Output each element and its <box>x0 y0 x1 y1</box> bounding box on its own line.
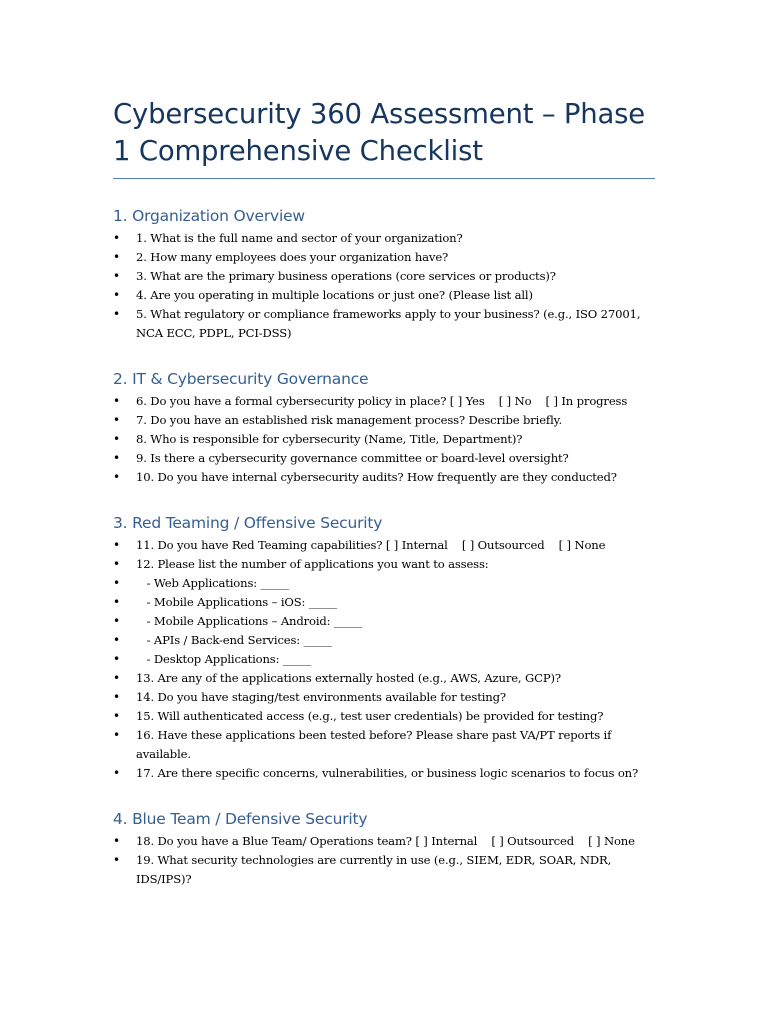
list-item: • 10. Do you have internal cybersecurity audits? How frequently are they conducted? <box>113 468 655 487</box>
list-item: • 14. Do you have staging/test environments available for testing? <box>113 688 655 707</box>
question-list <box>113 832 655 889</box>
list-item: • 12. Please list the number of applications you want to assess: <box>113 555 655 574</box>
bullet-icon: • <box>113 614 120 628</box>
list-item: • 8. Who is responsible for cybersecurity (Name, Title, Department)? <box>113 430 655 449</box>
bullet-icon: • <box>113 766 120 780</box>
question-list <box>113 229 655 343</box>
bullet-icon: • <box>113 288 120 302</box>
document-title: Cybersecurity 360 Assessment – Phase 1 Comprehensive Checklist <box>113 96 655 179</box>
list-item: • - Desktop Applications: _____ <box>113 650 655 669</box>
list-item: • - Mobile Applications – Android: _____ <box>113 612 655 631</box>
list-item: • 11. Do you have Red Teaming capabilities? [ ] Internal [ ] Outsourced [ ] None <box>113 536 655 555</box>
list-item: • 16. Have these applications been tested before? Please share past VA/PT reports if available. <box>113 728 615 761</box>
bullet-icon: • <box>113 269 120 283</box>
bullet-icon: • <box>113 250 120 264</box>
section-heading: 2. IT & Cybersecurity Governance <box>113 370 369 388</box>
list-item: • - Mobile Applications – iOS: _____ <box>113 593 655 612</box>
bullet-icon: • <box>113 709 120 723</box>
bullet-icon: • <box>113 307 120 321</box>
bullet-icon: • <box>113 413 120 427</box>
bullet-icon: • <box>113 231 120 245</box>
list-item: • 2. How many employees does your organization have? <box>113 248 655 267</box>
list-item: • 17. Are there specific concerns, vulnerabilities, or business logic scenarios to focus on? <box>113 764 655 783</box>
list-item: • - Web Applications: _____ <box>113 574 655 593</box>
section-blue-team <box>113 809 655 889</box>
bullet-icon: • <box>113 853 120 867</box>
question-list <box>113 392 655 487</box>
document-page <box>113 96 655 889</box>
section-it-cybersecurity-governance <box>113 369 655 487</box>
bullet-icon: • <box>113 394 120 408</box>
bullet-icon: • <box>113 576 120 590</box>
list-item: • 19. What security technologies are currently in use (e.g., SIEM, EDR, SOAR, NDR, IDS/IPS)? <box>113 853 615 886</box>
section-heading: 3. Red Teaming / Offensive Security <box>113 514 383 532</box>
list-item: • 6. Do you have a formal cybersecurity policy in place? [ ] Yes [ ] No [ ] In progress <box>113 392 655 411</box>
list-item: • - APIs / Back-end Services: _____ <box>113 631 655 650</box>
bullet-icon: • <box>113 451 120 465</box>
list-item: • 1. What is the full name and sector of your organization? <box>113 229 655 248</box>
bullet-icon: • <box>113 470 120 484</box>
bullet-icon: • <box>113 652 120 666</box>
list-item: • 4. Are you operating in multiple locations or just one? (Please list all) <box>113 286 655 305</box>
list-item: • 5. What regulatory or compliance frameworks apply to your business? (e.g., ISO 27001, NCA ECC, PDPL, PCI-DSS) <box>113 307 644 340</box>
list-item: • 3. What are the primary business operations (core services or products)? <box>113 267 655 286</box>
section-heading: 4. Blue Team / Defensive Security <box>113 810 368 828</box>
section-heading: 1. Organization Overview <box>113 207 305 225</box>
section-organization-overview <box>113 206 655 343</box>
list-item: • 18. Do you have a Blue Team/ Operations team? [ ] Internal [ ] Outsourced [ ] None <box>113 832 655 851</box>
bullet-icon: • <box>113 834 120 848</box>
bullet-icon: • <box>113 432 120 446</box>
bullet-icon: • <box>113 557 120 571</box>
bullet-icon: • <box>113 671 120 685</box>
bullet-icon: • <box>113 633 120 647</box>
bullet-icon: • <box>113 595 120 609</box>
section-red-teaming <box>113 513 655 783</box>
list-item: • 15. Will authenticated access (e.g., test user credentials) be provided for testing? <box>113 707 655 726</box>
question-list <box>113 536 655 783</box>
list-item: • 9. Is there a cybersecurity governance committee or board-level oversight? <box>113 449 655 468</box>
list-item: • 7. Do you have an established risk management process? Describe briefly. <box>113 411 655 430</box>
bullet-icon: • <box>113 728 120 742</box>
bullet-icon: • <box>113 538 120 552</box>
bullet-icon: • <box>113 690 120 704</box>
list-item: • 13. Are any of the applications externally hosted (e.g., AWS, Azure, GCP)? <box>113 669 655 688</box>
